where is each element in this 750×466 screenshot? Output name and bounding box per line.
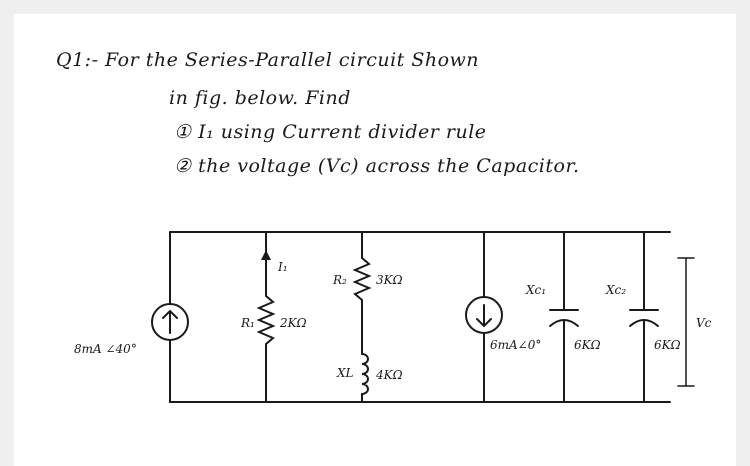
question-item-2: ② the voltage (Vc) across the Capacitor. — [174, 155, 580, 177]
resistor-r2 — [355, 258, 369, 300]
question-item-1: ① I₁ using Current divider rule — [174, 121, 487, 143]
xc2-name: Xc₂ — [606, 283, 627, 297]
xl-value: 4KΩ — [376, 368, 403, 382]
inductor-xl — [362, 354, 368, 394]
r1-value: 2KΩ — [280, 316, 307, 330]
source1-label: 8mA ∠40° — [74, 342, 137, 356]
xl-name: XL — [337, 366, 354, 380]
current-label: I₁ — [278, 260, 288, 274]
current-arrow-icon — [261, 250, 271, 260]
r2-name: R₂ — [333, 273, 347, 287]
r1-name: R₁ — [241, 316, 255, 330]
question-line-1: Q1:- For the Series-Parallel circuit Shown — [56, 49, 480, 71]
xc1-value: 6KΩ — [574, 338, 601, 352]
resistor-r1 — [259, 296, 273, 344]
circuit-diagram — [14, 14, 736, 466]
question-line-2: in fig. below. Find — [169, 87, 351, 109]
xc2-value: 6KΩ — [654, 338, 681, 352]
r2-value: 3KΩ — [376, 273, 403, 287]
vc-label: Vc — [696, 316, 712, 330]
worksheet — [14, 14, 736, 466]
xc1-name: Xc₁ — [526, 283, 547, 297]
source2-label: 6mA∠0° — [490, 338, 542, 352]
